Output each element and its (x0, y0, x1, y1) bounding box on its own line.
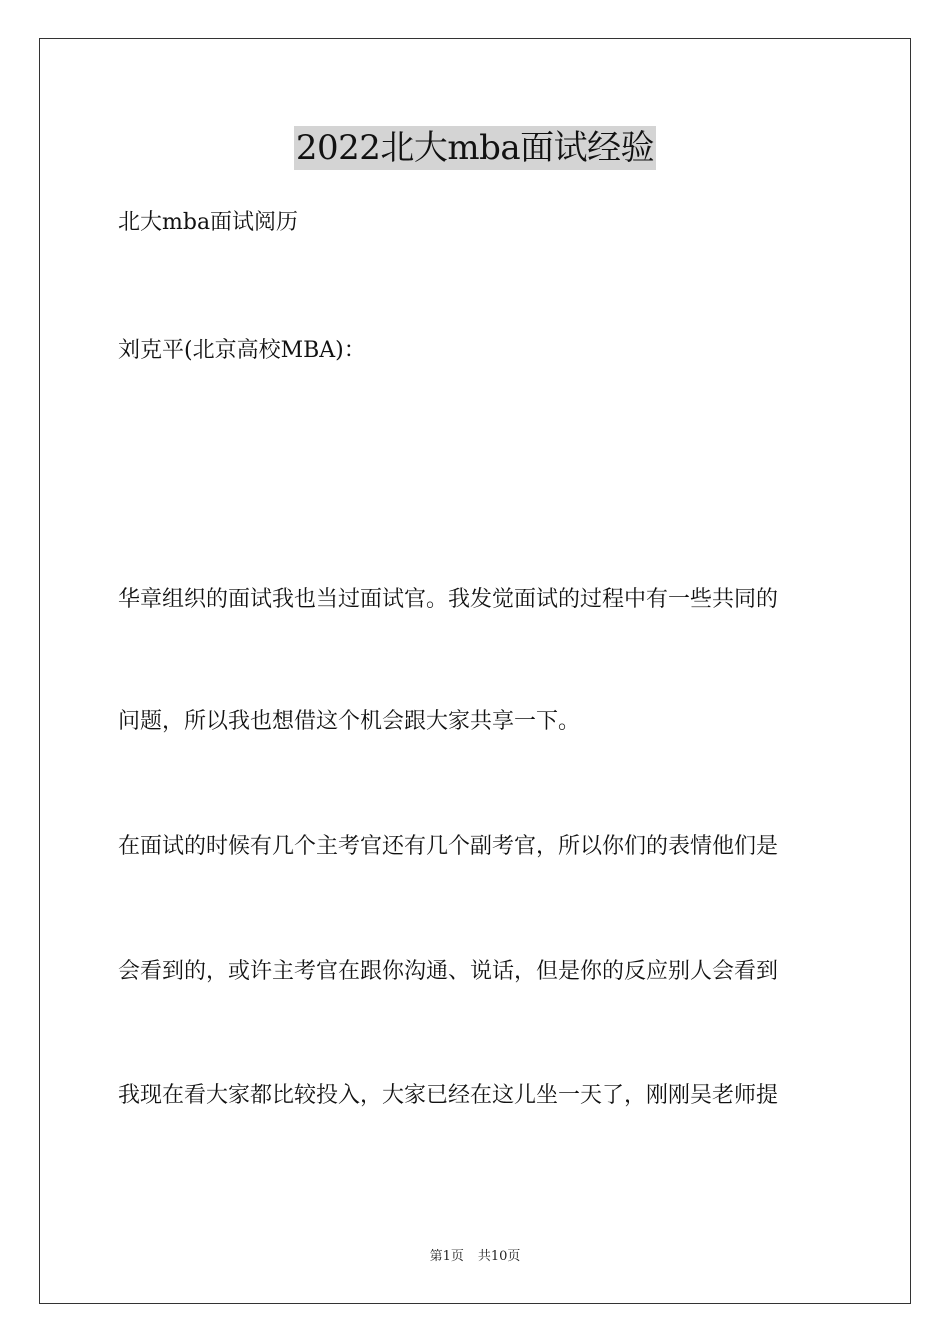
text-line: 华章组织的面试我也当过面试官。我发觉面试的过程中有一些共同的 (118, 587, 779, 612)
text-line: 在面试的时候有几个主考官还有几个副考官，所以你们的表情他们是 (118, 834, 779, 859)
page-number-total: 共10页 (477, 1249, 521, 1264)
text-line: 北大mba面试阅历 (118, 210, 299, 235)
title-container (0, 126, 950, 170)
text-line: 刘克平(北京高校MBA)： (118, 338, 366, 363)
page-footer (0, 1248, 950, 1266)
document-title: 2022北大mba面试经验 (295, 128, 655, 168)
text-line: 我现在看大家都比较投入，大家已经在这儿坐一天了，刚刚吴老师提 (118, 1083, 779, 1108)
text-line: 会看到的，或许主考官在跟你沟通、说话，但是你的反应别人会看到 (118, 959, 779, 984)
page-number-current: 第1页 (429, 1249, 464, 1264)
text-line: 问题，所以我也想借这个机会跟大家共享一下。 (118, 709, 581, 734)
